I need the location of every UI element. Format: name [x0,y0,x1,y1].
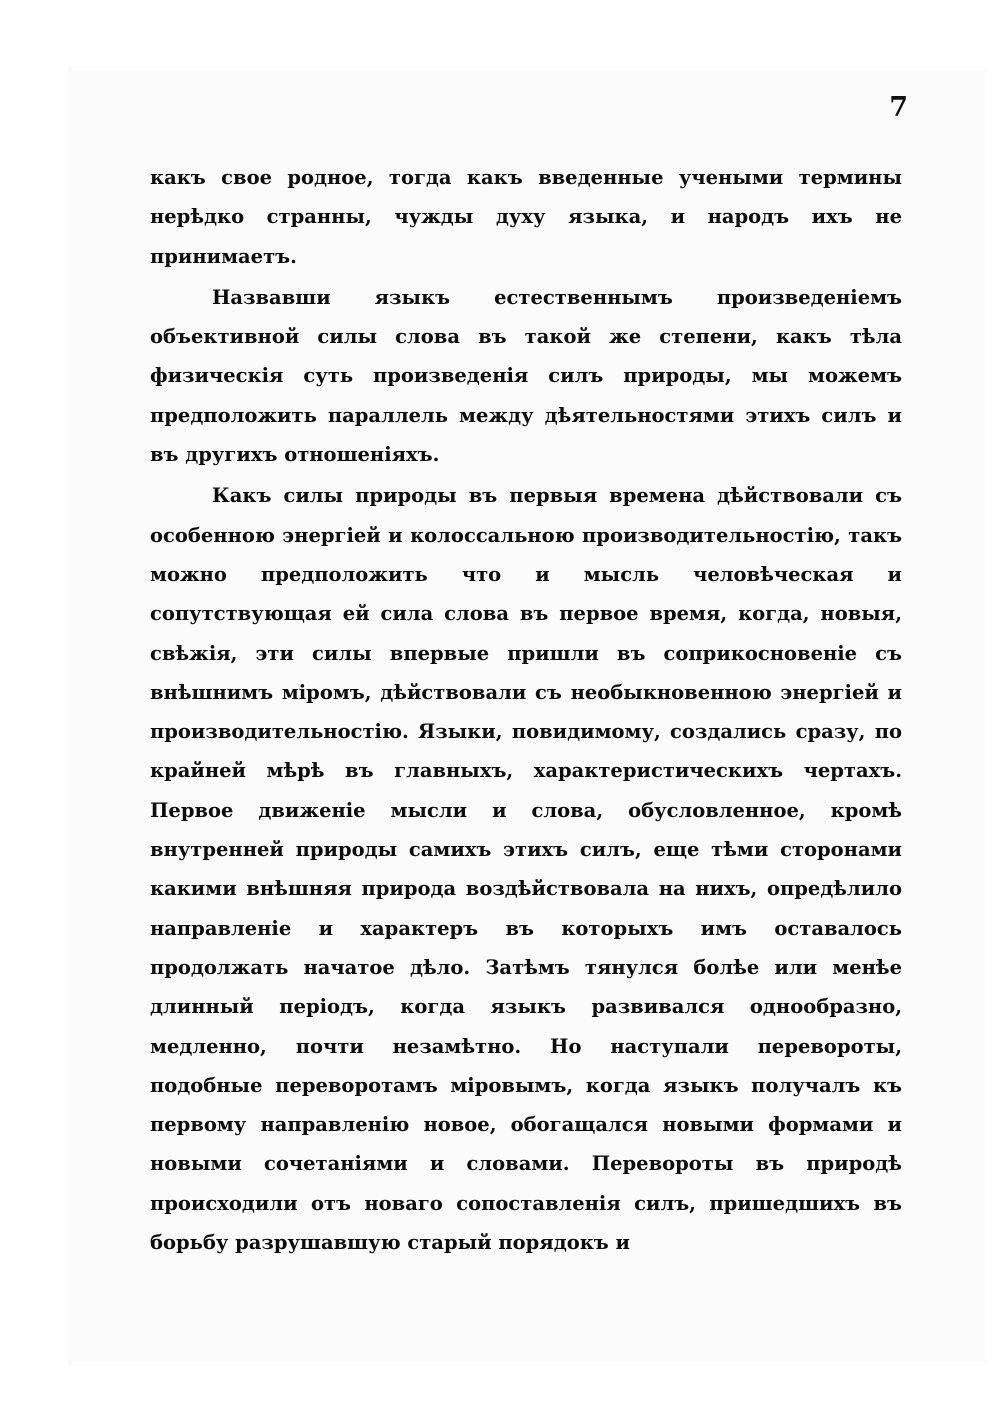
page-number: 7 [889,92,908,123]
paragraph: Какъ силы природы въ первыя времена дѣйствовали съ особенною энергіей и колоссальною производительностію, такъ можно предположить что и мысль человѣческая и сопутствующая ей сила слова въ первое время, когда, новыя, свѣжія, эти силы впервые пришли въ соприкосновеніе съ внѣшнимъ міромъ, дѣйствовали съ необыкновенною энергіей и производительностію. Языки, повидимому, создались сразу, по крайней мѣрѣ въ главныхъ, характеристическихъ чертахъ. Первое движеніе мысли и слова, обусловленное, кромѣ внутренней природы самихъ этихъ силъ, еще тѣми сторонами какими внѣшняя природа воздѣйствовала на нихъ, опредѣлило направленіе и характеръ въ которыхъ имъ оставалось продолжать начатое дѣло. Затѣмъ тянулся болѣе или менѣе длинный періодъ, когда языкъ развивался однообразно, медленно, почти незамѣтно. Но наступали перевороты, подобные переворотамъ міровымъ, когда языкъ получалъ къ первому направленію новое, обогащался новыми формами и новыми сочетаніями и словами. Перевороты въ природѣ происходили отъ новаго сопоставленія силъ, пришедшихъ въ борьбу разрушавшую старый порядокъ и [150,484,902,1255]
paragraph-continuation: какъ свое родное, тогда какъ введенные учеными термины нерѣдко странны, чужды духу языка, и народъ ихъ не принимаетъ. [150,166,902,268]
paragraph: Назвавши языкъ естественнымъ произведеніемъ объективной силы слова въ такой же степени, какъ тѣла физическія суть произведенія силъ природы, мы можемъ предположить параллель между дѣятельностями этихъ силъ и въ другихъ отношеніяхъ. [150,285,902,467]
body-text [150,158,902,1262]
